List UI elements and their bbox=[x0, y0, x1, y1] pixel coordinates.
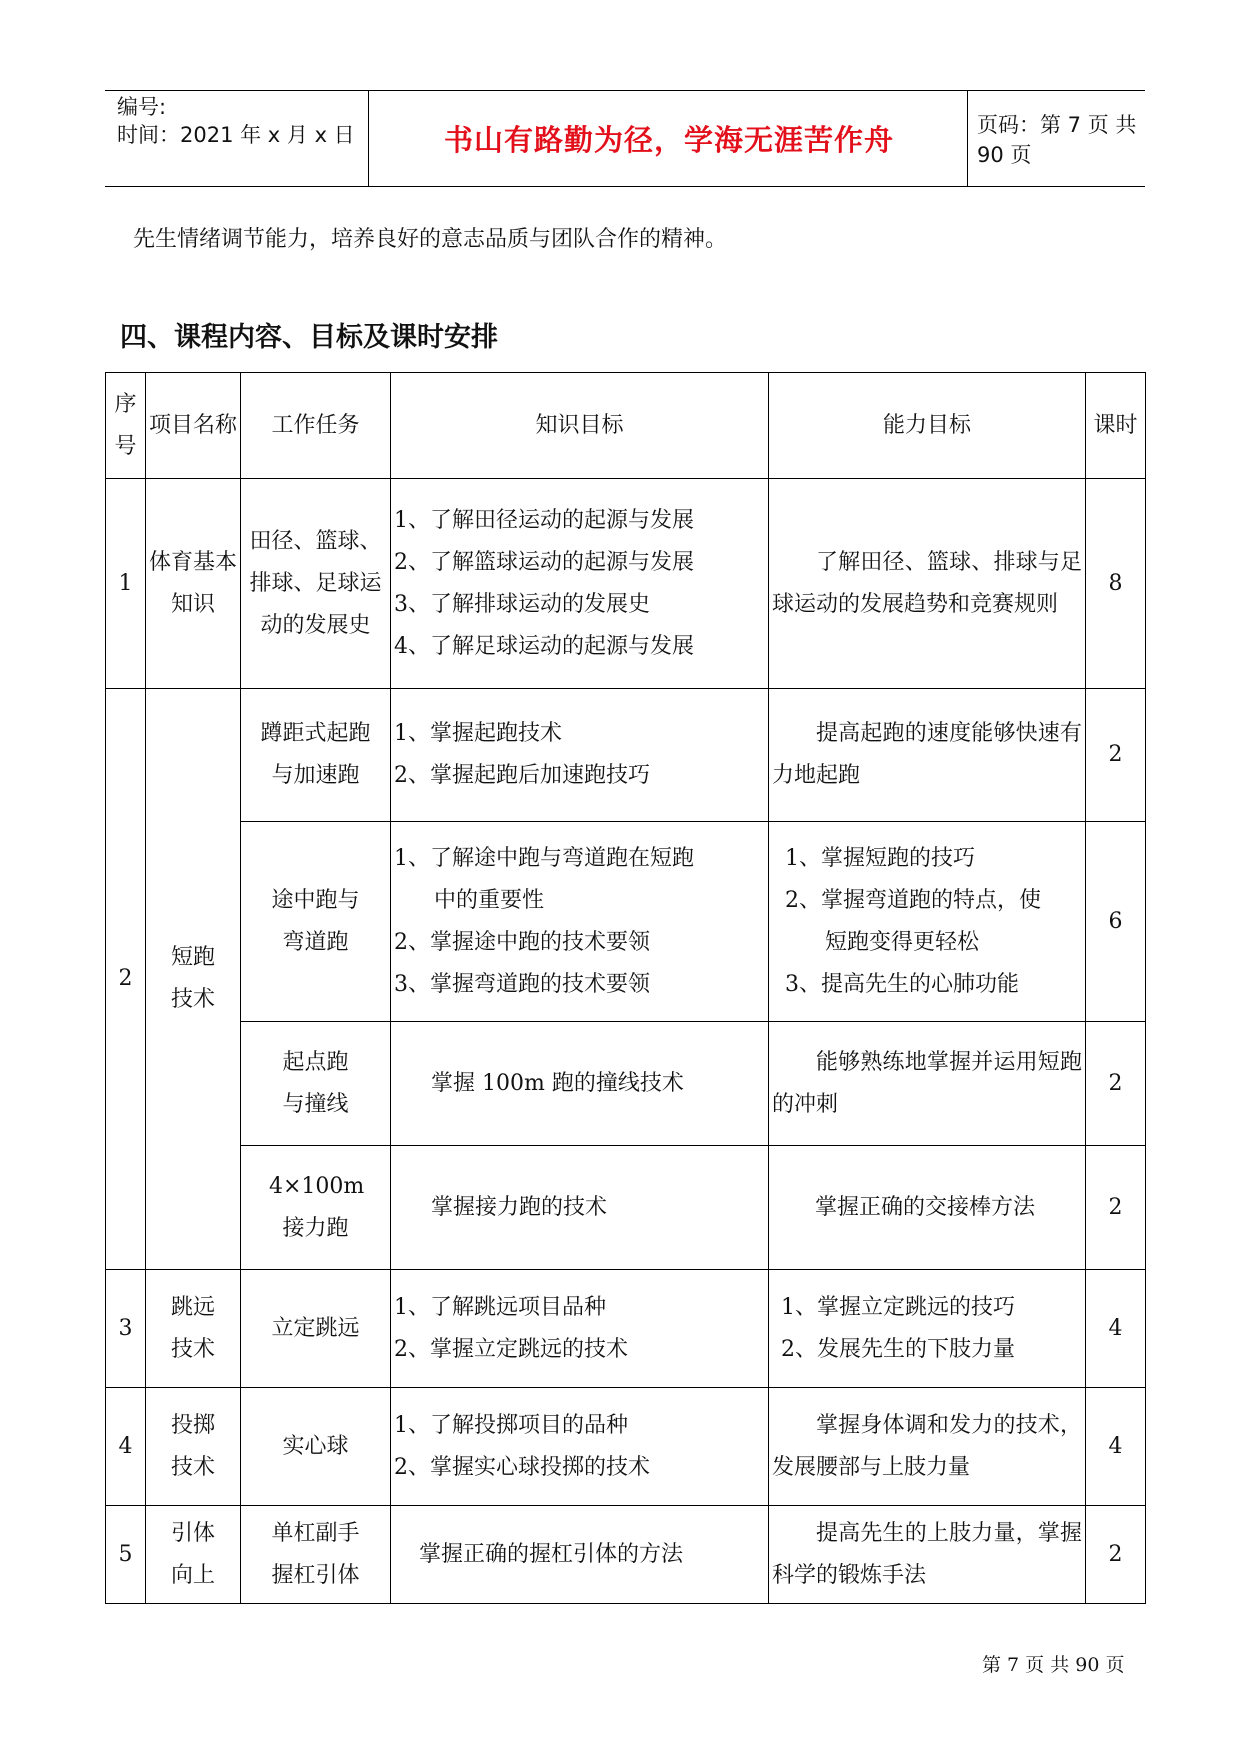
knowledge-line: 1、了解田径运动的起源与发展 bbox=[394, 507, 694, 533]
cell-knowledge bbox=[391, 479, 769, 689]
intro-paragraph: 先生情绪调节能力，培养良好的意志品质与团队合作的精神。 bbox=[133, 227, 728, 252]
cell-hours: 4 bbox=[1086, 1388, 1146, 1506]
cell-ability bbox=[769, 1270, 1086, 1388]
cell-no: 5 bbox=[106, 1506, 146, 1604]
cell-item: 引体向上 bbox=[146, 1506, 241, 1604]
page-header bbox=[105, 90, 1145, 187]
knowledge-line: 1、了解投掷项目的品种 bbox=[394, 1412, 628, 1438]
header-ability: 能力目标 bbox=[769, 373, 1086, 479]
ability-line: 1、掌握短跑的技巧 bbox=[785, 845, 975, 871]
knowledge-line: 2、掌握实心球投掷的技术 bbox=[394, 1454, 650, 1480]
knowledge-line: 2、掌握立定跳远的技术 bbox=[394, 1336, 628, 1362]
table-row bbox=[106, 479, 1146, 689]
ability-line: 2、发展先生的下肢力量 bbox=[781, 1336, 1015, 1362]
table-row bbox=[106, 1146, 1146, 1270]
cell-ability: 掌握身体调和发力的技术，发展腰部与上肢力量 bbox=[769, 1388, 1086, 1506]
cell-item: 体育基本知识 bbox=[146, 479, 241, 689]
cell-hours: 6 bbox=[1086, 822, 1146, 1022]
document-number-label: 编号: bbox=[117, 95, 167, 119]
ability-line: 1、掌握立定跳远的技巧 bbox=[781, 1294, 1015, 1320]
cell-item: 投掷技术 bbox=[146, 1388, 241, 1506]
cell-ability: 能够熟练地掌握并运用短跑的冲刺 bbox=[769, 1022, 1086, 1146]
cell-knowledge bbox=[391, 689, 769, 822]
cell-item: 跳远技术 bbox=[146, 1270, 241, 1388]
course-table bbox=[105, 372, 1146, 1604]
cell-ability: 提高起跑的速度能够快速有力地起跑 bbox=[769, 689, 1086, 822]
cell-task: 立定跳远 bbox=[241, 1270, 391, 1388]
ability-line: 短跑变得更轻松 bbox=[825, 929, 980, 955]
page-footer: 第 7 页 共 90 页 bbox=[982, 1654, 1125, 1676]
cell-knowledge bbox=[391, 1270, 769, 1388]
cell-hours: 2 bbox=[1086, 1022, 1146, 1146]
table-header-row bbox=[106, 373, 1146, 479]
knowledge-line: 4、了解足球运动的起源与发展 bbox=[394, 633, 694, 659]
cell-no: 2 bbox=[106, 689, 146, 1270]
ability-line: 3、提高先生的心肺功能 bbox=[785, 971, 1019, 997]
knowledge-line: 2、掌握途中跑的技术要领 bbox=[394, 929, 650, 955]
cell-no: 3 bbox=[106, 1270, 146, 1388]
header-divider bbox=[368, 91, 369, 186]
table-row bbox=[106, 1506, 1146, 1604]
table-row bbox=[106, 1022, 1146, 1146]
table-row bbox=[106, 1388, 1146, 1506]
cell-hours: 2 bbox=[1086, 1146, 1146, 1270]
header-no: 序号 bbox=[106, 373, 146, 479]
cell-task: 实心球 bbox=[241, 1388, 391, 1506]
cell-task: 4×100m接力跑 bbox=[241, 1146, 391, 1270]
knowledge-line: 3、了解排球运动的发展史 bbox=[394, 591, 650, 617]
cell-item: 短跑技术 bbox=[146, 689, 241, 1270]
cell-task: 起点跑与撞线 bbox=[241, 1022, 391, 1146]
cell-knowledge: 掌握接力跑的技术 bbox=[391, 1146, 769, 1270]
cell-knowledge bbox=[391, 822, 769, 1022]
cell-hours: 2 bbox=[1086, 1506, 1146, 1604]
knowledge-line: 2、了解篮球运动的起源与发展 bbox=[394, 549, 694, 575]
cell-task: 单杠副手握杠引体 bbox=[241, 1506, 391, 1604]
header-divider bbox=[967, 91, 968, 186]
cell-no: 1 bbox=[106, 479, 146, 689]
cell-hours: 2 bbox=[1086, 689, 1146, 822]
cell-knowledge bbox=[391, 1388, 769, 1506]
knowledge-line: 1、掌握起跑技术 bbox=[394, 721, 562, 746]
cell-task: 田径、篮球、排球、足球运动的发展史 bbox=[241, 479, 391, 689]
knowledge-line: 1、了解跳远项目品种 bbox=[394, 1294, 606, 1320]
header-hours: 课时 bbox=[1086, 373, 1146, 479]
cell-ability: 掌握正确的交接棒方法 bbox=[769, 1146, 1086, 1270]
knowledge-line: 1、了解途中跑与弯道跑在短跑 bbox=[394, 845, 694, 871]
header-page-number: 页码：第 7 页 共 90 页 bbox=[977, 112, 1137, 167]
cell-no: 4 bbox=[106, 1388, 146, 1506]
table-row bbox=[106, 822, 1146, 1022]
cell-ability: 了解田径、篮球、排球与足球运动的发展趋势和竞赛规则 bbox=[769, 479, 1086, 689]
ability-line: 2、掌握弯道跑的特点，使 bbox=[785, 887, 1041, 913]
knowledge-line: 2、掌握起跑后加速跑技巧 bbox=[394, 763, 650, 788]
section-heading: 四、课程内容、目标及课时安排 bbox=[120, 322, 498, 353]
knowledge-line: 3、掌握弯道跑的技术要领 bbox=[394, 971, 650, 997]
header-motto: 书山有路勤为径，学海无涯苦作舟 bbox=[443, 123, 894, 157]
cell-hours: 8 bbox=[1086, 479, 1146, 689]
header-meta bbox=[117, 93, 355, 149]
header-task: 工作任务 bbox=[241, 373, 391, 479]
cell-ability bbox=[769, 822, 1086, 1022]
cell-task: 蹲距式起跑与加速跑 bbox=[241, 689, 391, 822]
cell-knowledge: 掌握正确的握杠引体的方法 bbox=[391, 1506, 769, 1604]
cell-ability: 提高先生的上肢力量，掌握科学的锻炼手法 bbox=[769, 1506, 1086, 1604]
table-row bbox=[106, 1270, 1146, 1388]
header-item: 项目名称 bbox=[146, 373, 241, 479]
cell-knowledge: 掌握 100m 跑的撞线技术 bbox=[391, 1022, 769, 1146]
cell-task: 途中跑与弯道跑 bbox=[241, 822, 391, 1022]
document-time-label: 时间：2021 年 x 月 x 日 bbox=[117, 123, 355, 147]
header-knowledge: 知识目标 bbox=[391, 373, 769, 479]
knowledge-line: 中的重要性 bbox=[434, 887, 545, 913]
table-row bbox=[106, 689, 1146, 822]
cell-hours: 4 bbox=[1086, 1270, 1146, 1388]
